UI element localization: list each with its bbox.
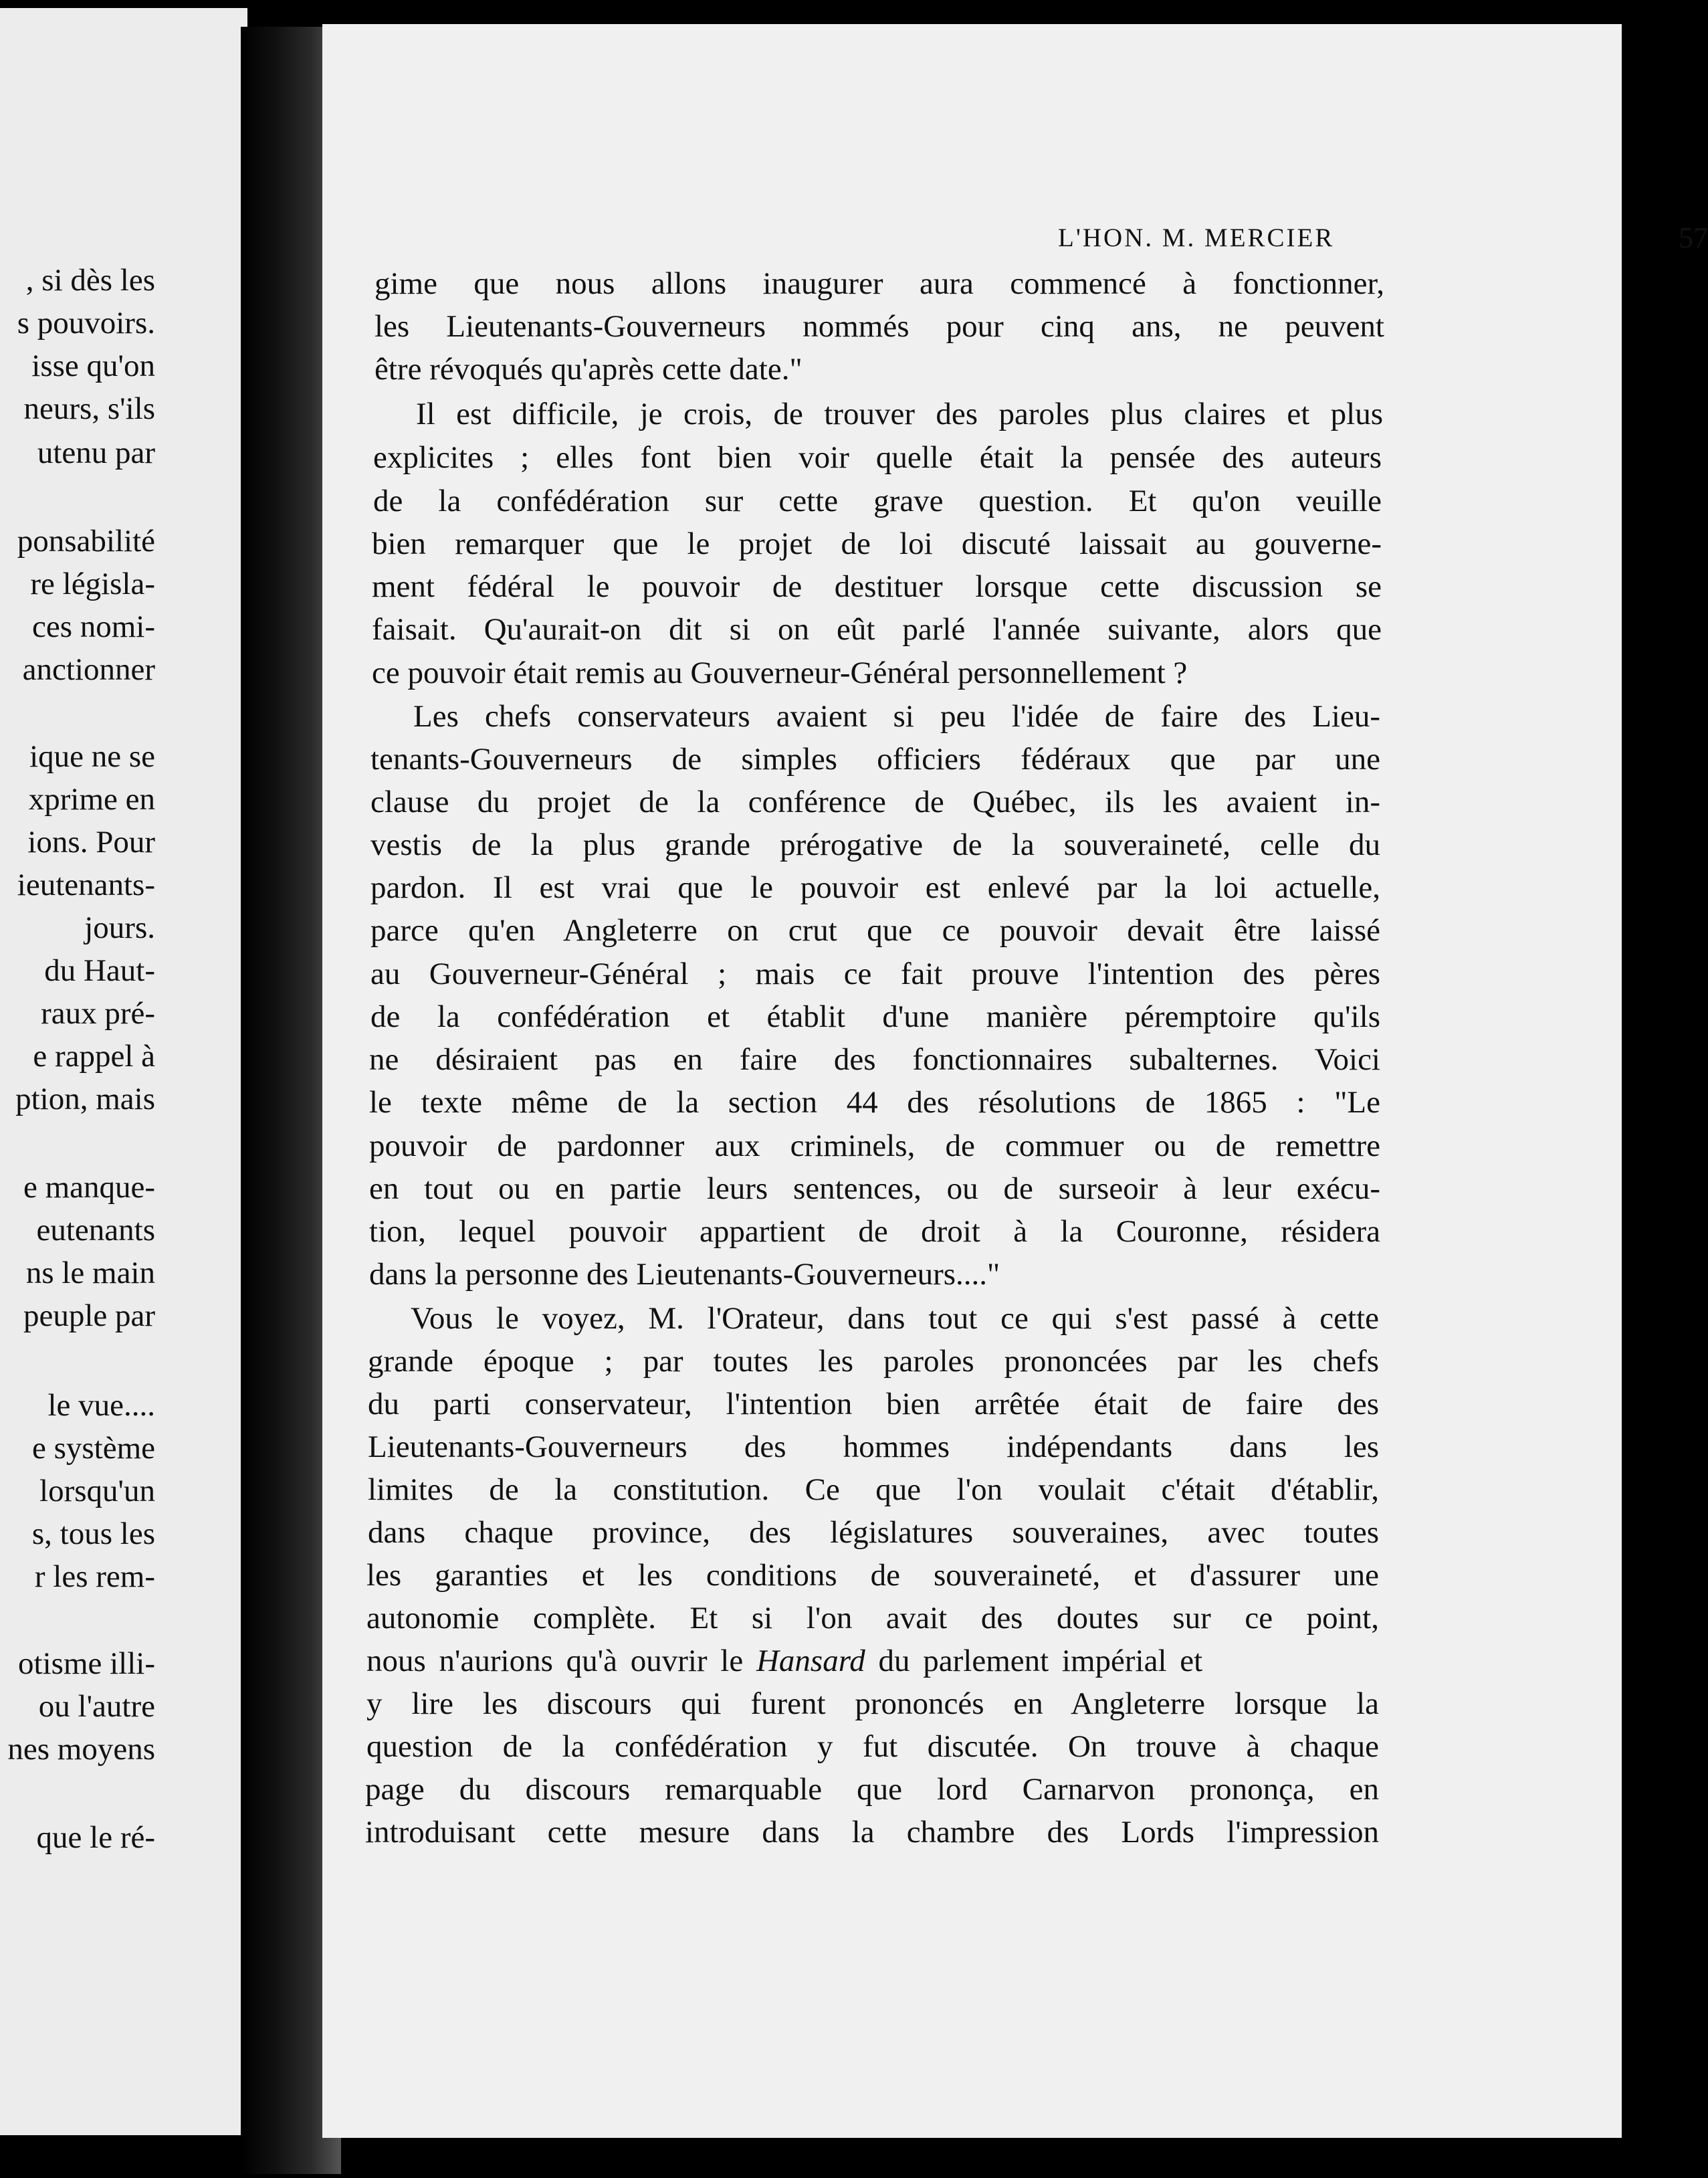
- text-line: les Lieutenants-Gouverneurs nommés pour cinq ans, ne peuvent: [375, 309, 1384, 344]
- left-page-line: e système: [31, 1431, 155, 1466]
- left-page-line: que le ré-: [36, 1820, 155, 1855]
- left-page-line: re législa-: [30, 567, 155, 601]
- text-line: de la confédération et établit d'une manière péremptoire qu'ils: [370, 999, 1380, 1034]
- text-line: parce qu'en Angleterre on crut que ce pouvoir devait être laissé: [370, 913, 1380, 948]
- paragraph-start-line: Les chefs conservateurs avaient si peu l'idée de faire des Lieu-: [413, 699, 1380, 734]
- left-page-line: lorsqu'un: [39, 1474, 155, 1508]
- text-line: être révoqués qu'après cette date.": [375, 352, 803, 387]
- text-line: bien remarquer que le projet de loi discuté laissait au gouverne-: [372, 526, 1382, 561]
- text-line: vestis de la plus grande prérogative de la souveraineté, celle du: [370, 827, 1380, 862]
- left-page-line: neurs, s'ils: [23, 391, 155, 426]
- left-facing-page: [0, 8, 247, 2135]
- left-page-line: peuple par: [23, 1298, 155, 1333]
- left-page-line: jours.: [84, 910, 155, 945]
- text-line: ne désiraient pas en faire des fonctionnaires subalternes. Voici: [369, 1042, 1380, 1077]
- left-page-line: ption, mais: [15, 1082, 155, 1116]
- left-page-line: isse qu'on: [31, 349, 155, 383]
- left-page-line: e rappel à: [33, 1039, 155, 1074]
- text-line: tion, lequel pouvoir appartient de droit à la Couronne, résidera: [369, 1214, 1380, 1249]
- left-page-line: r les rem-: [34, 1559, 155, 1594]
- running-head: L'HON. M. MERCIER: [1058, 223, 1335, 252]
- left-page-line: otisme illi-: [18, 1646, 155, 1681]
- text-line: Lieutenants-Gouverneurs des hommes indépendants dans les: [368, 1429, 1379, 1464]
- left-page-line: ces nomi-: [31, 609, 155, 644]
- italic-title-hansard: Hansard: [756, 1644, 865, 1678]
- text-line: autonomie complète. Et si l'on avait des doutes sur ce point,: [366, 1601, 1379, 1636]
- left-page-line: eutenants: [36, 1213, 155, 1248]
- left-page-line: du Haut-: [44, 953, 155, 988]
- text-line: faisait. Qu'aurait-on dit si on eût parlé l'année suivante, alors que: [372, 612, 1382, 647]
- text-line: explicites ; elles font bien voir quelle était la pensée des auteurs: [373, 440, 1382, 475]
- text-line: ce pouvoir était remis au Gouverneur-Général personnellement ?: [372, 656, 1188, 690]
- left-page-line: e manque-: [23, 1170, 155, 1205]
- left-page-line: ou l'autre: [38, 1689, 155, 1724]
- left-page-line: ions. Pour: [27, 825, 155, 860]
- text-line: tenants-Gouverneurs de simples officiers fédéraux que par une: [370, 742, 1380, 777]
- paragraph-start-line: Il est difficile, je crois, de trouver des paroles plus claires et plus: [416, 397, 1383, 431]
- text-run: nous n'aurions qu'à ouvrir le: [366, 1644, 744, 1678]
- scan-right-edge: [1622, 0, 1629, 2178]
- left-page-line: xprime en: [28, 782, 155, 817]
- text-line: dans la personne des Lieutenants-Gouverneurs....": [369, 1257, 1000, 1292]
- left-page-line: s pouvoirs.: [17, 306, 155, 340]
- left-page-line: s, tous les: [31, 1516, 155, 1551]
- text-line: en tout ou en partie leurs sentences, ou de surseoir à leur exécu-: [369, 1171, 1380, 1206]
- text-line: question de la confédération y fut discutée. On trouve à chaque: [366, 1729, 1379, 1764]
- left-page-line: ns le main: [25, 1256, 155, 1290]
- text-line: page du discours remarquable que lord Carnarvon prononça, en: [365, 1772, 1379, 1807]
- text-line: [366, 1641, 1379, 1681]
- text-line: clause du projet de la conférence de Québec, ils les avaient in-: [370, 785, 1380, 819]
- body-text: [322, 24, 1629, 2138]
- text-line: y lire les discours qui furent prononcés en Angleterre lorsque la: [366, 1686, 1379, 1721]
- text-line: dans chaque province, des législatures souveraines, avec toutes: [368, 1515, 1379, 1550]
- text-line: les garanties et les conditions de souveraineté, et d'assurer une: [366, 1558, 1379, 1593]
- left-page-line: anctionner: [22, 652, 155, 687]
- text-line: le texte même de la section 44 des résolutions de 1865 : "Le: [369, 1085, 1380, 1120]
- text-line: limites de la constitution. Ce que l'on voulait c'était d'établir,: [368, 1472, 1379, 1507]
- page-number: 57: [1679, 221, 1708, 254]
- left-page-line: nes moyens: [7, 1732, 155, 1767]
- left-page-line: utenu par: [37, 435, 155, 470]
- left-page-line: raux pré-: [41, 996, 155, 1031]
- text-line: au Gouverneur-Général ; mais ce fait prouve l'intention des pères: [370, 957, 1380, 991]
- text-line: grande époque ; par toutes les paroles prononcées par les chefs: [368, 1344, 1379, 1379]
- text-line: gime que nous allons inaugurer aura commencé à fonctionner,: [375, 266, 1384, 301]
- text-line: pouvoir de pardonner aux criminels, de commuer ou de remettre: [369, 1128, 1380, 1163]
- text-line: introduisant cette mesure dans la chambre des Lords l'impression: [365, 1815, 1379, 1850]
- left-page-line: ponsabilité: [17, 524, 155, 559]
- text-line: pardon. Il est vrai que le pouvoir est enlevé par la loi actuelle,: [370, 870, 1380, 905]
- left-page-line: le vue....: [47, 1388, 155, 1423]
- book-page: [322, 24, 1708, 2138]
- left-page-line: , si dès les: [25, 263, 155, 298]
- paragraph-start-line: Vous le voyez, M. l'Orateur, dans tout ce qui s'est passé à cette: [411, 1301, 1379, 1336]
- text-line: ment fédéral le pouvoir de destituer lorsque cette discussion se: [372, 569, 1382, 604]
- text-line: du parti conservateur, l'intention bien arrêtée était de faire des: [368, 1387, 1379, 1421]
- left-page-line: ieutenants-: [17, 868, 155, 902]
- left-page-line: ique ne se: [29, 739, 155, 774]
- text-run: du parlement impérial et: [878, 1644, 1203, 1678]
- text-line: de la confédération sur cette grave question. Et qu'on veuille: [373, 484, 1382, 518]
